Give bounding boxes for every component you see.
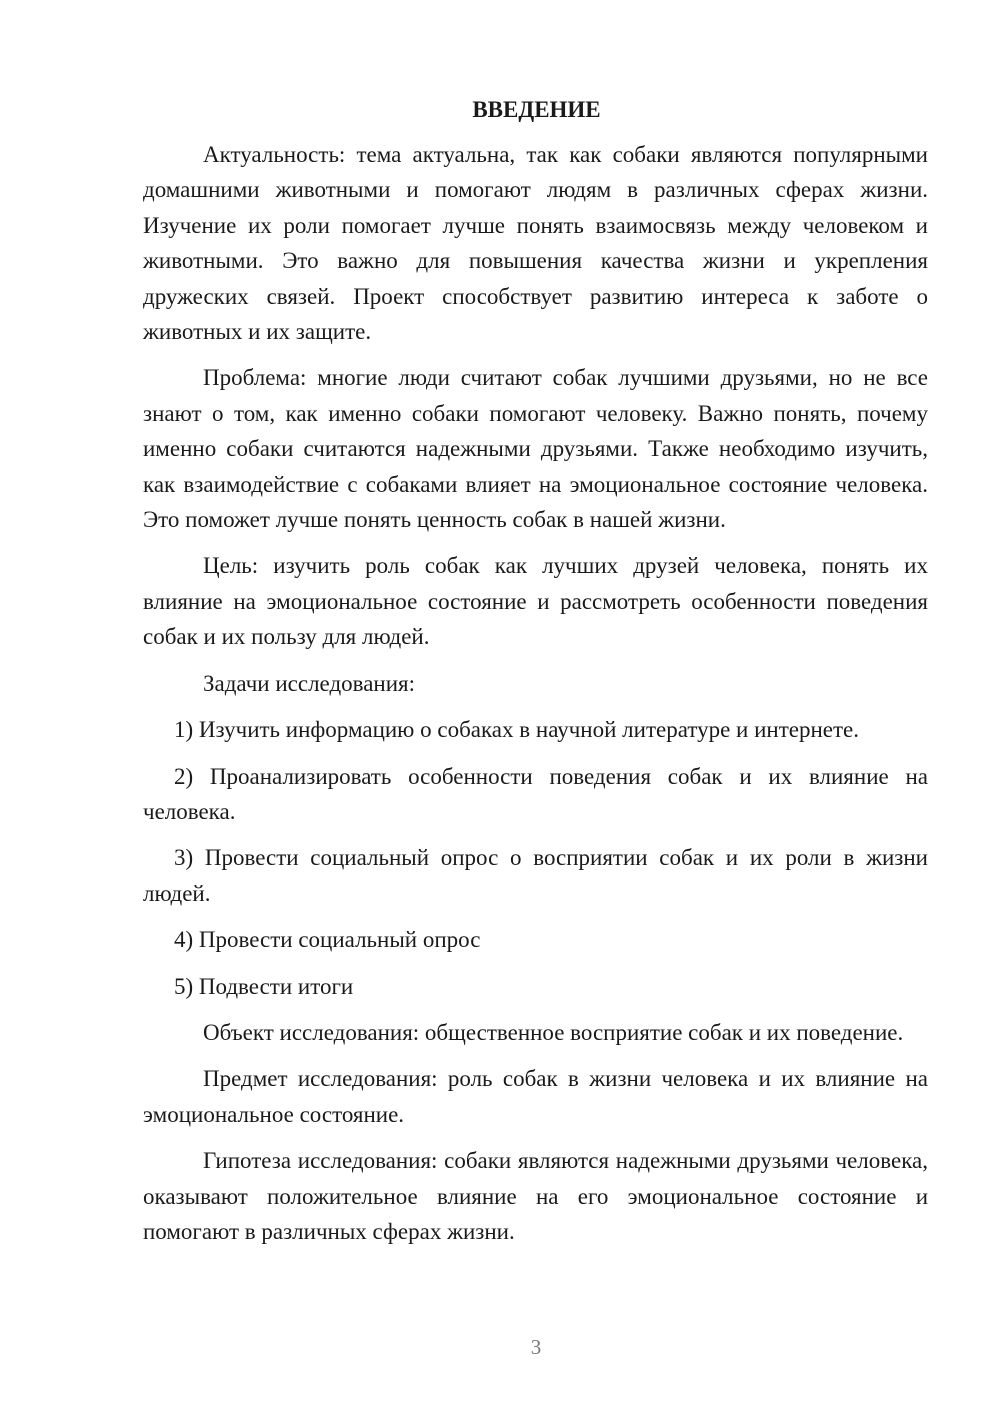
task-item-2: 2) Проанализировать особенности поведения собак и их влияние на человека.: [143, 763, 928, 824]
task-item-4: 4) Провести социальный опрос: [174, 927, 481, 953]
paragraph-hypothesis: Гипотеза исследования: собаки являются надежными друзьями человека, оказывают положительное влияние на его эмоциональное состояние и помогают в различных сферах жизни.: [143, 1148, 928, 1244]
page-number: 3: [530, 1335, 542, 1359]
section-heading: ВВЕДЕНИЕ: [472, 97, 601, 122]
paragraph-goal: Цель: изучить роль собак как лучших друзей человека, понять их влияние на эмоциональное состояние и рассмотреть особенности поведения собак и их пользу для людей.: [143, 553, 928, 650]
task-item-1: 1) Изучить информацию о собаках в научной литературе и интернете.: [174, 717, 859, 743]
tasks-title: Задачи исследования:: [203, 670, 416, 696]
task-item-3: 3) Провести социальный опрос о восприятии собак и их роли в жизни людей.: [143, 845, 928, 906]
task-item-5: 5) Подвести итоги: [174, 973, 354, 999]
paragraph-relevance: Актуальность: тема актуальна, так как собаки являются популярными домашними животными и помогают людям в различных сферах жизни. Изучение их роли помогает лучше понять взаимосвязь между человеком и животными. Это важно для повышения качества жизни и укрепления дружеских связей. Проект способствует развитию интереса к заботе о животных и их защите.: [143, 142, 928, 345]
paragraph-object: Объект исследования: общественное восприятие собак и их поведение.: [203, 1019, 904, 1045]
paragraph-subject: Предмет исследования: роль собак в жизни человека и их влияние на эмоциональное состояние.: [143, 1066, 928, 1127]
paragraph-problem: Проблема: многие люди считают собак лучшими друзьями, но не все знают о том, как именно собаки помогают человеку. Важно понять, почему именно собаки считаются надежными друзьями. Также необходимо изучить, как взаимодействие с собаками влияет на эмоциональное состояние человека. Это поможет лучше понять ценность собак в нашей жизни.: [143, 365, 928, 533]
document-page: [143, 92, 928, 1249]
